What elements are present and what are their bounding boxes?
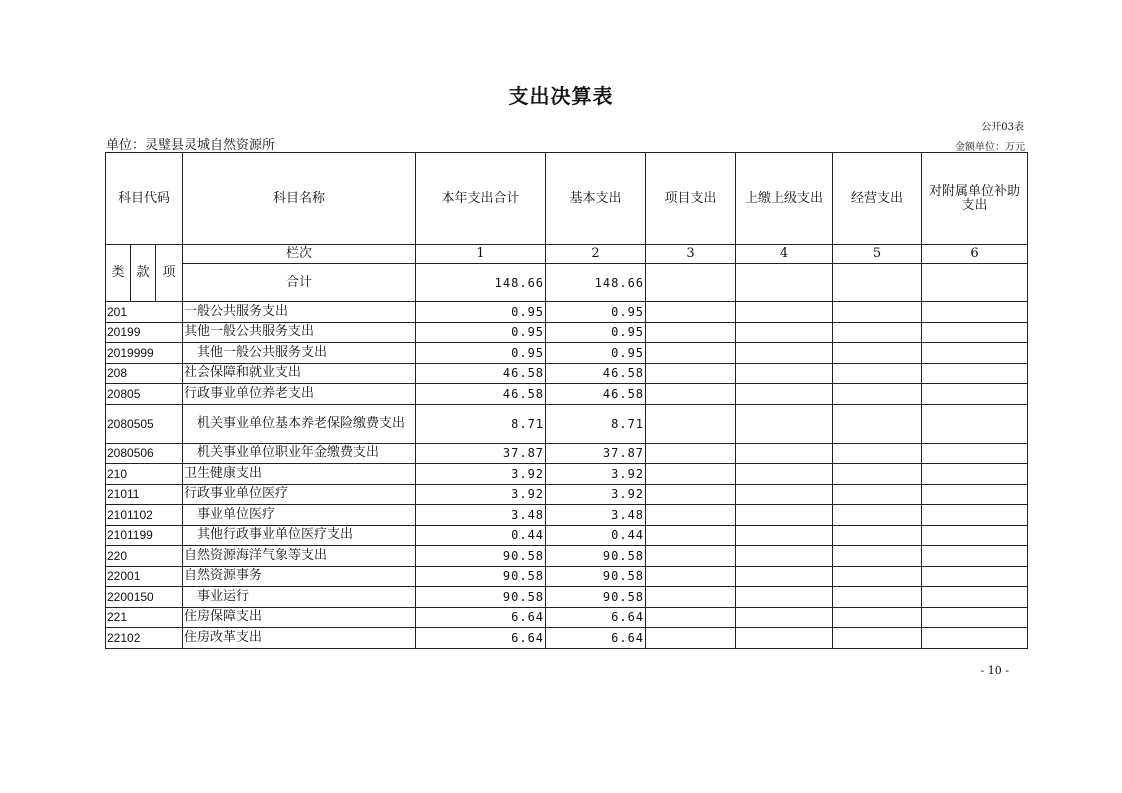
row-business bbox=[833, 404, 922, 443]
row-total: 0.95 bbox=[416, 322, 546, 343]
row-code: 220 bbox=[106, 546, 183, 567]
table-row bbox=[106, 384, 1028, 405]
row-code: 20199 bbox=[106, 322, 183, 343]
row-basic: 90.58 bbox=[546, 566, 646, 587]
row-name: 一般公共服务支出 bbox=[183, 302, 416, 323]
row-total: 46.58 bbox=[416, 363, 546, 384]
row-name: 其他行政事业单位医疗支出 bbox=[183, 525, 416, 546]
row-name: 住房改革支出 bbox=[183, 628, 416, 649]
row-business bbox=[833, 443, 922, 464]
row-upper bbox=[736, 404, 833, 443]
total-amount: 148.66 bbox=[416, 264, 546, 302]
row-business bbox=[833, 546, 922, 567]
row-name: 自然资源海洋气象等支出 bbox=[183, 546, 416, 567]
header-kuan: 款 bbox=[131, 245, 156, 302]
row-total: 46.58 bbox=[416, 384, 546, 405]
row-upper bbox=[736, 343, 833, 364]
table-row bbox=[106, 343, 1028, 364]
row-total: 6.64 bbox=[416, 628, 546, 649]
row-basic: 0.44 bbox=[546, 525, 646, 546]
row-basic: 8.71 bbox=[546, 404, 646, 443]
header-code: 科目代码 bbox=[106, 153, 183, 245]
row-upper bbox=[736, 363, 833, 384]
row-code: 21011 bbox=[106, 484, 183, 505]
row-business bbox=[833, 322, 922, 343]
row-code: 22102 bbox=[106, 628, 183, 649]
row-project bbox=[646, 443, 736, 464]
row-basic: 46.58 bbox=[546, 363, 646, 384]
row-name: 社会保障和就业支出 bbox=[183, 363, 416, 384]
row-basic: 6.64 bbox=[546, 628, 646, 649]
col-number-5: 5 bbox=[833, 245, 922, 264]
header-business: 经营支出 bbox=[833, 153, 922, 245]
row-project bbox=[646, 464, 736, 485]
row-project bbox=[646, 505, 736, 526]
row-subsidy bbox=[922, 484, 1028, 505]
total-upper bbox=[736, 264, 833, 302]
row-name: 住房保障支出 bbox=[183, 607, 416, 628]
page-title: 支出决算表 bbox=[508, 84, 614, 108]
row-upper bbox=[736, 322, 833, 343]
row-business bbox=[833, 464, 922, 485]
row-code: 2080506 bbox=[106, 443, 183, 464]
table-row bbox=[106, 566, 1028, 587]
row-subsidy bbox=[922, 322, 1028, 343]
total-basic: 148.66 bbox=[546, 264, 646, 302]
row-business bbox=[833, 587, 922, 608]
page-number: - 10 - bbox=[980, 664, 1009, 677]
col-number-1: 1 bbox=[416, 245, 546, 264]
table-row bbox=[106, 607, 1028, 628]
row-basic: 0.95 bbox=[546, 302, 646, 323]
unit-label: 单位：灵璧县灵城自然资源所 bbox=[106, 138, 276, 153]
header-total: 本年支出合计 bbox=[416, 153, 546, 245]
row-upper bbox=[736, 566, 833, 587]
row-project bbox=[646, 363, 736, 384]
row-name: 自然资源事务 bbox=[183, 566, 416, 587]
row-name: 其他一般公共服务支出 bbox=[183, 322, 416, 343]
row-upper bbox=[736, 505, 833, 526]
table-row bbox=[106, 363, 1028, 384]
row-total: 6.64 bbox=[416, 607, 546, 628]
row-total: 90.58 bbox=[416, 587, 546, 608]
row-business bbox=[833, 384, 922, 405]
row-project bbox=[646, 525, 736, 546]
table-row bbox=[106, 546, 1028, 567]
row-total: 3.92 bbox=[416, 464, 546, 485]
header-basic: 基本支出 bbox=[546, 153, 646, 245]
row-subsidy bbox=[922, 505, 1028, 526]
row-upper bbox=[736, 546, 833, 567]
row-name: 机关事业单位基本养老保险缴费支出 bbox=[183, 404, 416, 443]
total-project bbox=[646, 264, 736, 302]
row-project bbox=[646, 404, 736, 443]
table-row bbox=[106, 464, 1028, 485]
table-row bbox=[106, 322, 1028, 343]
row-project bbox=[646, 343, 736, 364]
form-number: 公开03表 bbox=[981, 122, 1024, 133]
row-name: 机关事业单位职业年金缴费支出 bbox=[183, 443, 416, 464]
row-code: 208 bbox=[106, 363, 183, 384]
row-code: 2200150 bbox=[106, 587, 183, 608]
row-basic: 90.58 bbox=[546, 546, 646, 567]
row-upper bbox=[736, 587, 833, 608]
row-total: 8.71 bbox=[416, 404, 546, 443]
row-name: 卫生健康支出 bbox=[183, 464, 416, 485]
row-code: 221 bbox=[106, 607, 183, 628]
row-upper bbox=[736, 607, 833, 628]
row-business bbox=[833, 343, 922, 364]
row-total: 3.48 bbox=[416, 505, 546, 526]
row-basic: 6.64 bbox=[546, 607, 646, 628]
row-name: 行政事业单位医疗 bbox=[183, 484, 416, 505]
row-business bbox=[833, 363, 922, 384]
header-row bbox=[106, 153, 1028, 245]
row-basic: 3.92 bbox=[546, 484, 646, 505]
row-basic: 37.87 bbox=[546, 443, 646, 464]
row-business bbox=[833, 607, 922, 628]
total-subsidy bbox=[922, 264, 1028, 302]
row-business bbox=[833, 302, 922, 323]
row-business bbox=[833, 505, 922, 526]
row-code: 2101199 bbox=[106, 525, 183, 546]
table-row bbox=[106, 484, 1028, 505]
row-subsidy bbox=[922, 464, 1028, 485]
column-number-row bbox=[106, 245, 1028, 264]
header-lei: 类 bbox=[106, 245, 131, 302]
row-business bbox=[833, 525, 922, 546]
row-basic: 46.58 bbox=[546, 384, 646, 405]
row-code: 22001 bbox=[106, 566, 183, 587]
row-subsidy bbox=[922, 587, 1028, 608]
money-unit-label: 金额单位：万元 bbox=[955, 142, 1025, 153]
table-row bbox=[106, 404, 1028, 443]
total-business bbox=[833, 264, 922, 302]
header-name: 科目名称 bbox=[183, 153, 416, 245]
row-subsidy bbox=[922, 343, 1028, 364]
row-total: 90.58 bbox=[416, 546, 546, 567]
table-row bbox=[106, 525, 1028, 546]
row-project bbox=[646, 322, 736, 343]
table-row bbox=[106, 443, 1028, 464]
row-basic: 3.48 bbox=[546, 505, 646, 526]
row-code: 2101102 bbox=[106, 505, 183, 526]
row-code: 2019999 bbox=[106, 343, 183, 364]
row-upper bbox=[736, 628, 833, 649]
row-project bbox=[646, 587, 736, 608]
header-subsidy: 对附属单位补助支出 bbox=[922, 153, 1028, 245]
row-subsidy bbox=[922, 384, 1028, 405]
row-project bbox=[646, 546, 736, 567]
row-upper bbox=[736, 464, 833, 485]
row-upper bbox=[736, 484, 833, 505]
row-code: 201 bbox=[106, 302, 183, 323]
header-xiang: 项 bbox=[156, 245, 183, 302]
row-business bbox=[833, 566, 922, 587]
row-project bbox=[646, 566, 736, 587]
row-total: 37.87 bbox=[416, 443, 546, 464]
row-project bbox=[646, 302, 736, 323]
table-row bbox=[106, 628, 1028, 649]
header-upper: 上缴上级支出 bbox=[736, 153, 833, 245]
row-name: 事业运行 bbox=[183, 587, 416, 608]
total-row bbox=[106, 264, 1028, 302]
row-project bbox=[646, 607, 736, 628]
row-name: 事业单位医疗 bbox=[183, 505, 416, 526]
col-number-6: 6 bbox=[922, 245, 1028, 264]
col-number-2: 2 bbox=[546, 245, 646, 264]
row-subsidy bbox=[922, 302, 1028, 323]
row-business bbox=[833, 628, 922, 649]
row-subsidy bbox=[922, 628, 1028, 649]
row-project bbox=[646, 384, 736, 405]
row-name: 其他一般公共服务支出 bbox=[183, 343, 416, 364]
table-row bbox=[106, 505, 1028, 526]
row-subsidy bbox=[922, 404, 1028, 443]
row-basic: 0.95 bbox=[546, 322, 646, 343]
row-basic: 3.92 bbox=[546, 464, 646, 485]
table-row bbox=[106, 302, 1028, 323]
row-name: 行政事业单位养老支出 bbox=[183, 384, 416, 405]
row-code: 2080505 bbox=[106, 404, 183, 443]
row-total: 0.44 bbox=[416, 525, 546, 546]
col-number-4: 4 bbox=[736, 245, 833, 264]
row-business bbox=[833, 484, 922, 505]
total-label: 合计 bbox=[183, 264, 416, 302]
header-lanci: 栏次 bbox=[183, 245, 416, 264]
row-total: 3.92 bbox=[416, 484, 546, 505]
col-number-3: 3 bbox=[646, 245, 736, 264]
table-row bbox=[106, 587, 1028, 608]
row-subsidy bbox=[922, 546, 1028, 567]
row-project bbox=[646, 484, 736, 505]
row-total: 90.58 bbox=[416, 566, 546, 587]
row-basic: 90.58 bbox=[546, 587, 646, 608]
row-subsidy bbox=[922, 607, 1028, 628]
row-code: 20805 bbox=[106, 384, 183, 405]
row-upper bbox=[736, 302, 833, 323]
row-upper bbox=[736, 525, 833, 546]
row-subsidy bbox=[922, 566, 1028, 587]
header-project: 项目支出 bbox=[646, 153, 736, 245]
row-subsidy bbox=[922, 443, 1028, 464]
row-basic: 0.95 bbox=[546, 343, 646, 364]
row-total: 0.95 bbox=[416, 343, 546, 364]
expenditure-table bbox=[105, 152, 1028, 649]
row-code: 210 bbox=[106, 464, 183, 485]
row-subsidy bbox=[922, 363, 1028, 384]
row-total: 0.95 bbox=[416, 302, 546, 323]
row-upper bbox=[736, 384, 833, 405]
row-subsidy bbox=[922, 525, 1028, 546]
row-upper bbox=[736, 443, 833, 464]
row-project bbox=[646, 628, 736, 649]
